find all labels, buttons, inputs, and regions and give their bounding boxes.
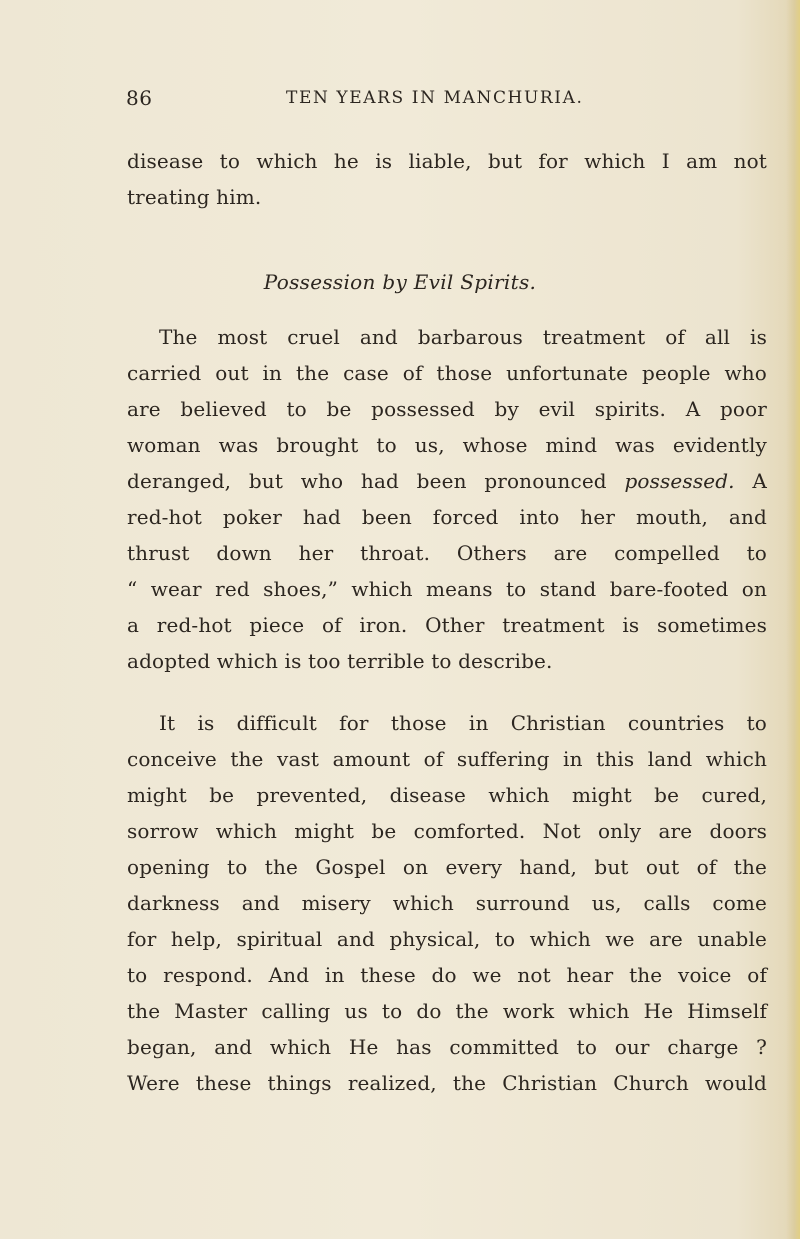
text-line: adopted which is too terrible to describe. bbox=[127, 649, 553, 673]
text-line: thrust down her throat. Others are compelled to bbox=[127, 541, 767, 565]
text-line: conceive the vast amount of suffering in this land which bbox=[127, 747, 767, 771]
text-line: deranged, but who had been pronounced possessed. A bbox=[127, 469, 767, 493]
text-line: “ wear red shoes,” which means to stand bare-footed on bbox=[127, 577, 767, 601]
running-head-title: TEN YEARS IN MANCHURIA. bbox=[286, 88, 584, 108]
text-line: opening to the Gospel on every hand, but out of the bbox=[127, 855, 767, 879]
text-line: treating him. bbox=[127, 185, 262, 209]
text-line: carried out in the case of those unfortunate people who bbox=[127, 361, 767, 385]
page-edge bbox=[786, 0, 800, 1239]
text-line: It is difficult for those in Christian countries to bbox=[159, 711, 767, 735]
text-line: The most cruel and barbarous treatment of all is bbox=[159, 325, 767, 349]
page-number: 86 bbox=[126, 86, 153, 110]
text-line: red-hot poker had been forced into her mouth, and bbox=[127, 505, 767, 529]
text-line: might be prevented, disease which might be cured, bbox=[127, 783, 767, 807]
text-line: Were these things realized, the Christian Church would bbox=[127, 1071, 767, 1095]
running-head bbox=[126, 86, 670, 120]
text-line: began, and which He has committed to our charge ? bbox=[127, 1035, 767, 1059]
section-heading: Possession by Evil Spirits. bbox=[263, 270, 537, 294]
text-line: darkness and misery which surround us, calls come bbox=[127, 891, 767, 915]
text-line: a red-hot piece of iron. Other treatment is sometimes bbox=[127, 613, 767, 637]
text-line: the Master calling us to do the work which He Himself bbox=[127, 999, 767, 1023]
emphasized-word: possessed. bbox=[624, 469, 735, 493]
text-line: for help, spiritual and physical, to which we are unable bbox=[127, 927, 767, 951]
text-line: disease to which he is liable, but for which I am not bbox=[127, 149, 767, 173]
text-line: are believed to be possessed by evil spirits. A poor bbox=[127, 397, 767, 421]
text-line: to respond. And in these do we not hear the voice of bbox=[127, 963, 767, 987]
text-line: sorrow which might be comforted. Not only are doors bbox=[127, 819, 767, 843]
text-line: woman was brought to us, whose mind was evidently bbox=[127, 433, 767, 457]
